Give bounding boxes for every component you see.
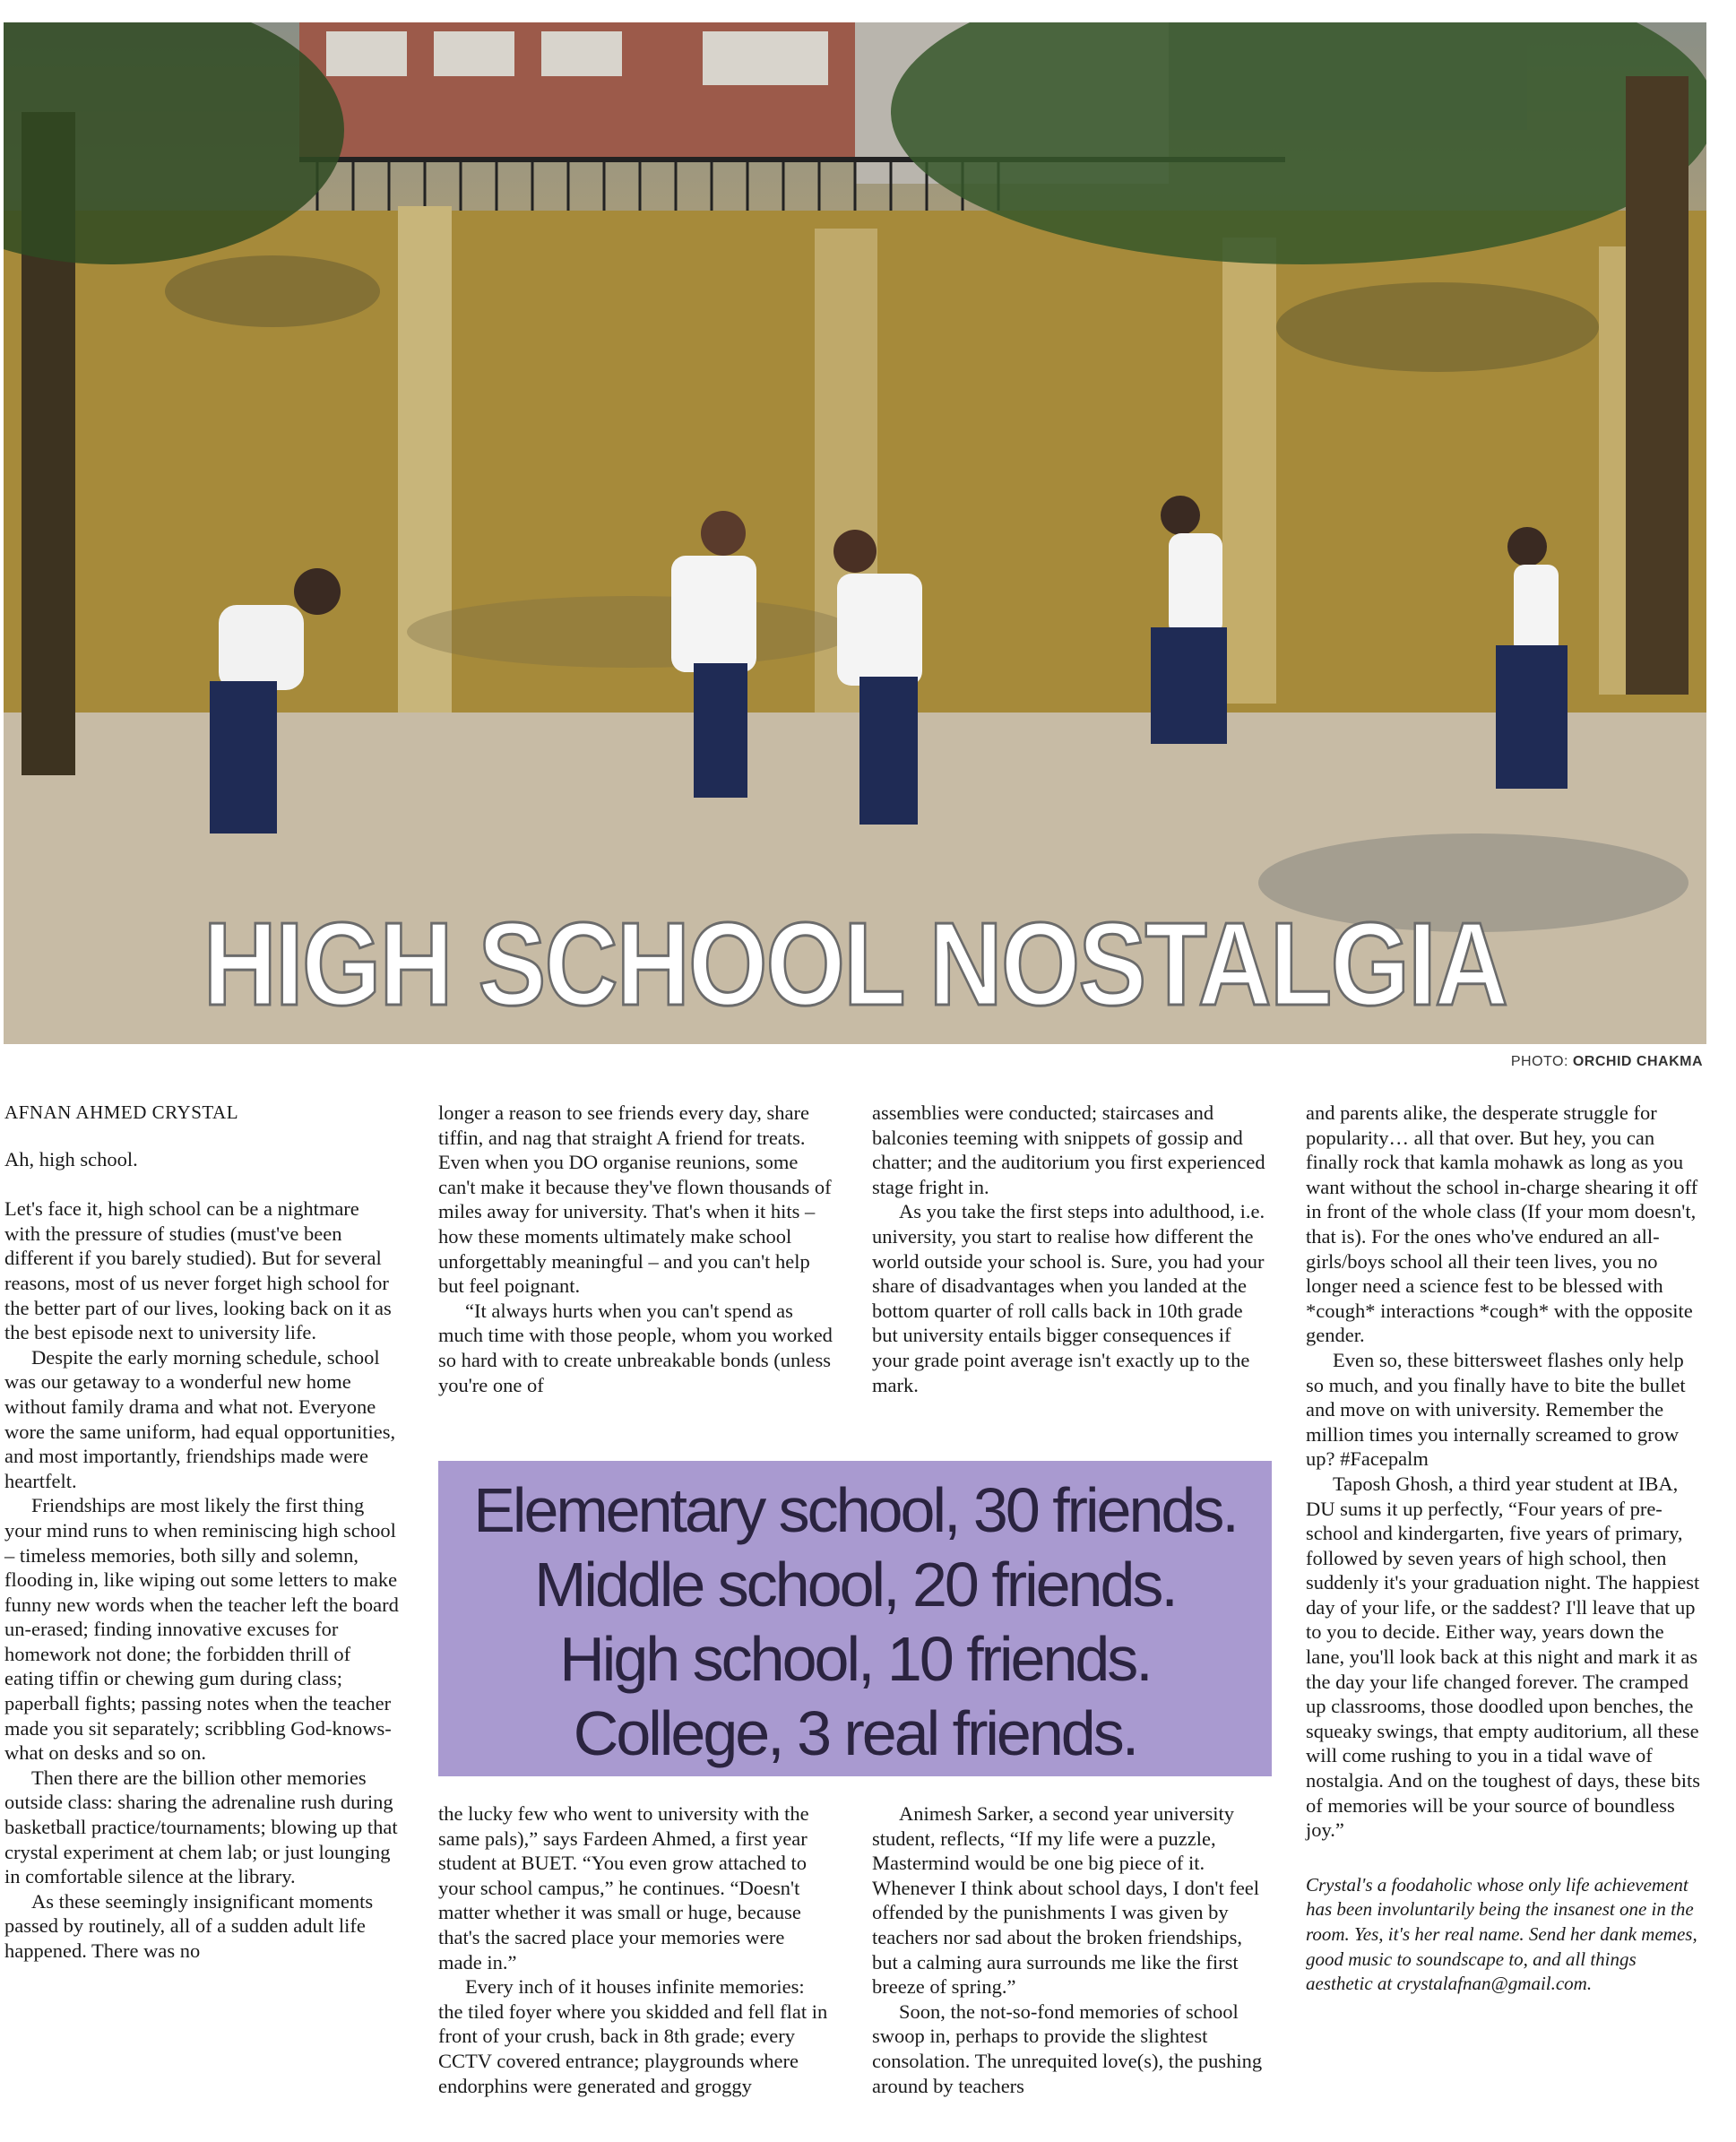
paragraph: Despite the early morning schedule, school was our getaway to a wonderful new home without family drama and what not. Everyone wore the same uniform, had equal opportunities, and most importantly, friendships made were heartfelt.: [4, 1345, 396, 1492]
paragraph: longer a reason to see friends every day, share tiffin, and nag that straight A friend for treats. Even when you DO organise reunions, some can't make it because they've flown thousands of miles away for university. That's when it hits – how these moments ultimately make school unforgettably meaningful – and you can't help but feel poignant.: [438, 1101, 832, 1298]
paragraph: Taposh Ghosh, a third year student at IBA, DU sums it up perfectly, “Four years of pre-school and kindergarten, five years of primary, followed by seven years of high school, then suddenly it's your graduation night. The happiest day of your life, or the saddest? I'll leave that up to you to decide. Either way, years down the lane, you'll look back at this night and mark it as the day your life changed forever. The cramped up classrooms, those doodled upon benches, the squeaky swings, that empty auditorium, all these will come rushing to you in a tidal wave of nostalgia. And on the toughest of days, these bits of memories will be your source of boundless joy.”: [1306, 1472, 1700, 1842]
paragraph: Friendships are most likely the first thing your mind runs to when reminiscing high school – timeless memories, both silly and solemn, flooding in, like wiping out some letters to make funny new words when the teacher left the board un-erased; finding innovative excuses for homework not done; the forbidden thrill of eating tiffin or chewing gum during class; paperball fights; passing notes when the teacher made you sit separately; scribbling God-knows-what on desks and so on.: [4, 1494, 399, 1765]
article-column-3-bottom: [872, 1801, 1266, 2098]
paragraph: As these seemingly insignificant moments passed by routinely, all of a sudden adult life happened. There was no: [4, 1889, 374, 1962]
photo-credit: [1511, 1054, 1703, 1070]
article-column-2-bottom: [438, 1801, 833, 2098]
photo-credit-label: PHOTO:: [1510, 1054, 1568, 1069]
paragraph: and parents alike, the desperate struggle for popularity… all that over. But hey, you can finally rock that kamla mohawk as long as you want without the school in-charge shearing it off in front of the whole class (If your mom doesn't, that is). For the ones who've endured an all-girls/boys school all their teen lives, you no longer need a science fest to be blessed with *cough* interactions *cough* with the opposite gender.: [1306, 1101, 1698, 1347]
paragraph: the lucky few who went to university with the same pals),” says Fardeen Ahmed, a first year student at BUET. “You even grow attached to your school campus,” he continues. “Doesn't matter whether it was small or huge, because that's the sacred place your memories were made in.”: [438, 1802, 809, 1974]
article-column-3-top: [872, 1101, 1266, 1397]
paragraph: assemblies were conducted; staircases and balconies teeming with snippets of gossip and chatter; and the auditorium you first experienced stage fright in.: [872, 1101, 1265, 1198]
pull-quote-line: Middle school, 20 friends.: [534, 1550, 1176, 1619]
paragraph: As you take the first steps into adulthood, i.e. university, you start to realise how different the world outside your school is. Sure, you had your share of disadvantages when you landed at the bottom quarter of roll calls back in 10th grade but university entails bigger consequences if your grade point average isn't exactly up to the mark.: [872, 1200, 1265, 1396]
paragraph: Let's face it, high school can be a nightmare with the pressure of studies (must've been different if you barely studied). But for several reasons, most of us never forget high school for the better part of our lives, looking back on it as the best episode next to university life.: [4, 1197, 392, 1344]
paragraph: Ah, high school.: [4, 1147, 138, 1170]
photo-credit-name: ORCHID CHAKMA: [1572, 1054, 1703, 1069]
byline: AFNAN AHMED CRYSTAL: [4, 1101, 239, 1123]
pull-quote-line: Elementary school, 30 friends.: [473, 1475, 1237, 1545]
pull-quote-line: College, 3 real friends.: [573, 1698, 1137, 1768]
headline: HIGH SCHOOL NOSTALGIA: [203, 898, 1507, 1030]
paragraph: Then there are the billion other memories outside class: sharing the adrenaline rush during basketball practice/tournaments; blowing up that crystal experiment at chem lab; or just lounging in comfortable silence at the library.: [4, 1766, 398, 1888]
paragraph: Even so, these bittersweet flashes only help so much, and you finally have to bite the bullet and move on with university. Remember the million times you internally screamed to grow up? #Facepalm: [1306, 1348, 1686, 1471]
paragraph: Soon, the not-so-fond memories of school swoop in, perhaps to provide the slightest consolation. The unrequited love(s), the pushing around by teachers: [872, 1999, 1263, 2097]
paragraph: Every inch of it houses infinite memories: the tiled foyer where you skidded and fell flat in front of your crush, back in 8th grade; every CCTV covered entrance; playgrounds where endorphins were generated and groggy: [438, 1975, 828, 2097]
article-column-4: [1306, 1101, 1705, 1997]
paragraph: Animesh Sarker, a second year university student, reflects, “If my life were a puzzle, Mastermind would be one big piece of it. Whenever I think about school days, I don't feel offended by the punishments I was given by teachers nor sad about the broken friendships, but a calming aura surrounds me like the first breeze of spring.”: [872, 1802, 1260, 1999]
schoolyard-illustration: [4, 22, 1706, 1044]
paragraph: “It always hurts when you can't spend as much time with those people, whom you worked so hard with to create unbreakable bonds (unless you're one of: [438, 1299, 833, 1396]
author-bio: Crystal's a foodaholic whose only life achievement has been involuntarily being the insanest one in the room. Yes, it's her real name. Send her dank memes, good music to soundscape to, and all things aesthetic at crystalafnan@gmail.com.: [1306, 1873, 1697, 1995]
pull-quote: [438, 1461, 1272, 1776]
pull-quote-line: High school, 10 friends.: [559, 1624, 1151, 1694]
hero-photo: [4, 22, 1706, 1044]
article-column-1: [4, 1101, 399, 1964]
article-column-2-top: [438, 1101, 833, 1397]
